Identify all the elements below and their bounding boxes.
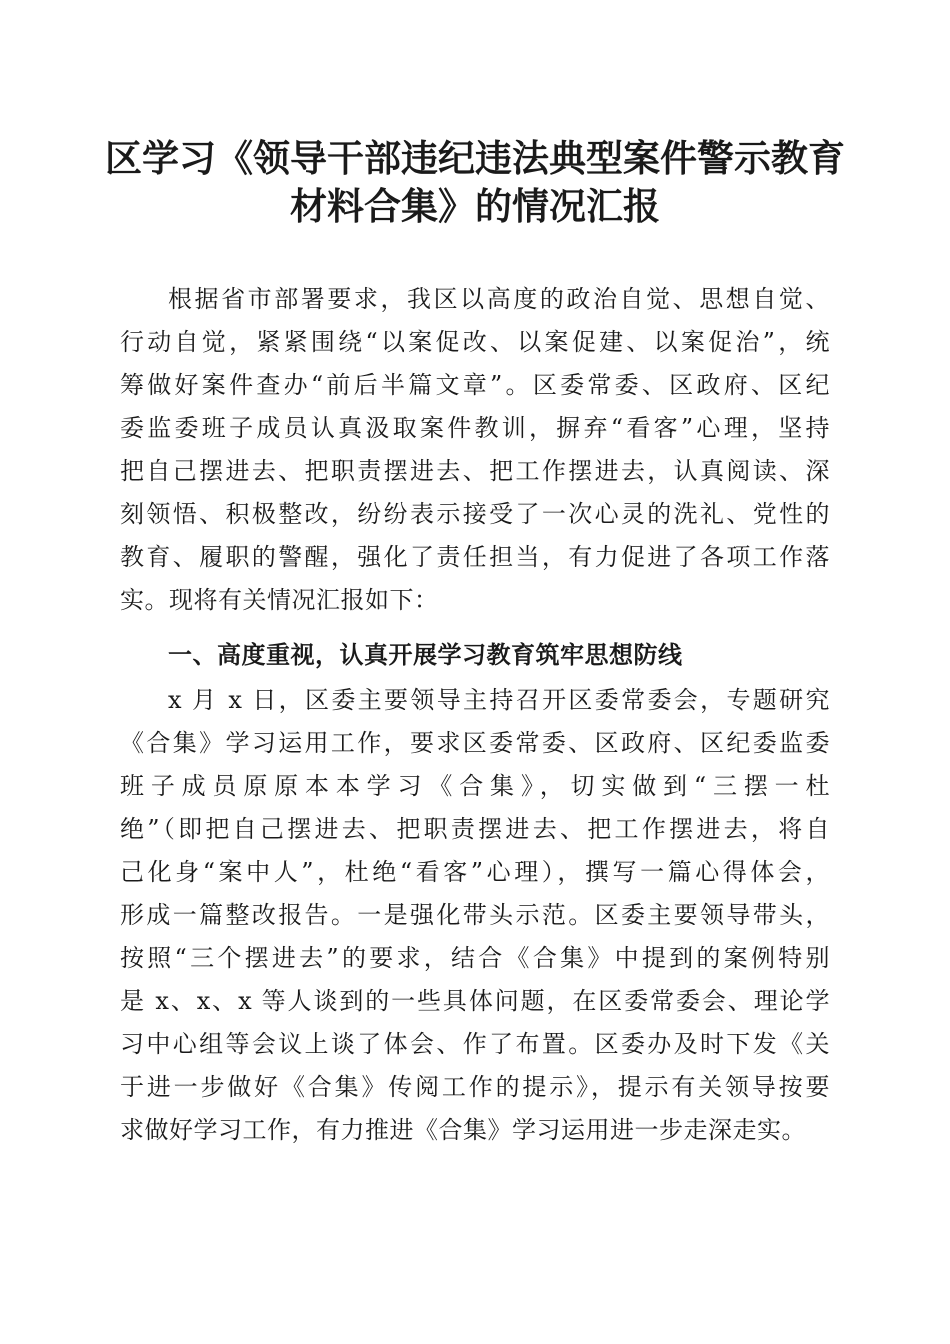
paragraph-line: 形成一篇整改报告。一是强化带头示范。区委主要领导带头， <box>120 901 830 929</box>
paragraph-line: 行动自觉，紧紧围绕“以案促改、以案促建、以案促治”，统 <box>120 328 830 356</box>
paragraph-line: 己化身“案中人”，杜绝“看客”心理），撰写一篇心得体会， <box>120 858 830 886</box>
paragraph-line: 求做好学习工作，有力推进《合集》学习运用进一步走深走实。 <box>120 1116 806 1144</box>
paragraph-line: 习中心组等会议上谈了体会、作了布置。区委办及时下发《关 <box>120 1030 830 1058</box>
paragraph-line: 把自己摆进去、把职责摆进去、把工作摆进去，认真阅读、深 <box>120 457 830 485</box>
paragraph-line: 绝”（即把自己摆进去、把职责摆进去、把工作摆进去，将自 <box>120 815 830 843</box>
document-title-line-1: 区学习《领导干部违纪违法典型案件警示教育 <box>105 136 845 180</box>
paragraph-line: 委监委班子成员认真汲取案件教训，摒弃“看客”心理，坚持 <box>120 414 830 442</box>
paragraph-line: 教育、履职的警醒，强化了责任担当，有力促进了各项工作落 <box>120 543 830 571</box>
paragraph-line: 按照“三个摆进去”的要求，结合《合集》中提到的案例特别 <box>120 944 830 972</box>
paragraph-line: 筹做好案件查办“前后半篇文章”。区委常委、区政府、区纪 <box>120 371 830 399</box>
paragraph-line: 刻领悟、积极整改，纷纷表示接受了一次心灵的洗礼、党性的 <box>120 500 830 528</box>
paragraph-line: 于进一步做好《合集》传阅工作的提示》，提示有关领导按要 <box>120 1073 830 1101</box>
paragraph-line: 《合集》学习运用工作，要求区委常委、区政府、区纪委监委 <box>120 729 830 757</box>
document-title-line-2: 材料合集》的情况汇报 <box>290 184 660 228</box>
paragraph-line: 班子成员原原本本学习《合集》，切实做到“三摆一杜 <box>120 772 830 800</box>
paragraph-line: 是 x、x、x 等人谈到的一些具体问题，在区委常委会、理论学 <box>120 987 830 1015</box>
section-heading: 一、高度重视，认真开展学习教育筑牢思想防线 <box>168 641 683 669</box>
paragraph-line: 实。现将有关情况汇报如下： <box>120 586 439 614</box>
paragraph-line: 根据省市部署要求，我区以高度的政治自觉、思想自觉、 <box>168 285 830 313</box>
paragraph-line: x 月 x 日，区委主要领导主持召开区委常委会，专题研究 <box>168 686 830 714</box>
